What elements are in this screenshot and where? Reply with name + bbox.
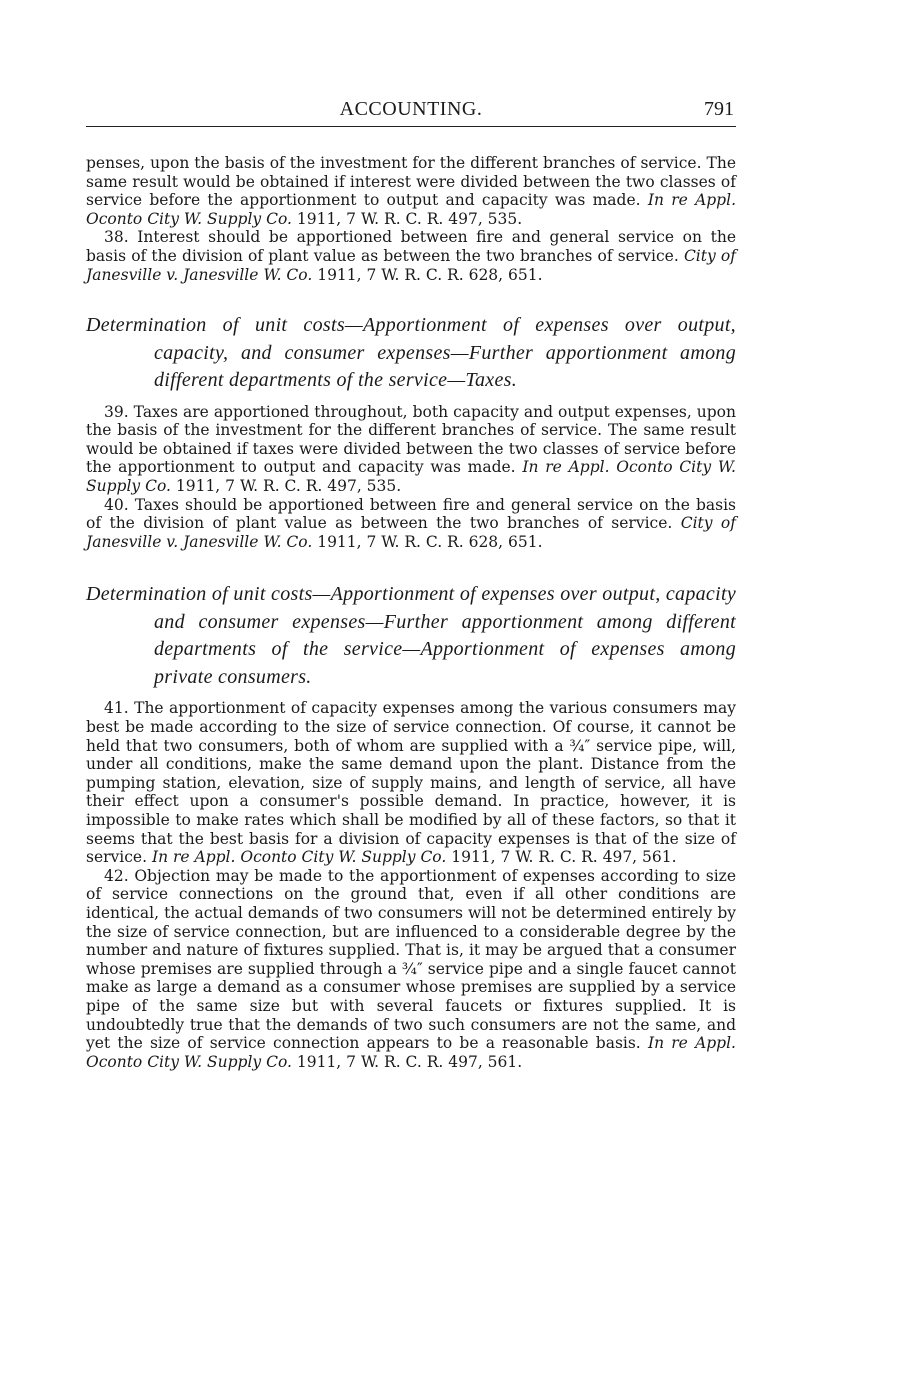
- case-citation: In re Appl. Oconto City W. Supply Co.: [86, 1034, 736, 1071]
- citation-reference: 1911, 7 W. R. C. R. 497, 535.: [170, 477, 402, 496]
- case-citation: City of Janesville v. Janesville W. Co.: [86, 246, 736, 284]
- citation-reference: 1911, 7 W. R. C. R. 497, 535.: [291, 209, 523, 228]
- paragraph-42: [86, 867, 736, 1072]
- running-title: ACCOUNTING.: [339, 98, 483, 120]
- paragraph-text: 39. Taxes are apportioned throughout, both capacity and output expenses, upon the basis of the investment for the different branches of service. The same result would be obtained if taxes were divided between the two classes of service before the apportionment to output and capacity was made.: [86, 402, 736, 477]
- section-heading-private-consumers: Determination of unit costs—Apportionment of expenses over output, capacity and consumer expenses—Further apportionment among different departments of the service—Apportionment of expenses among private consumers.: [86, 583, 736, 688]
- paragraph-text: 38. Interest should be apportioned between fire and general service on the basis of the division of plant value as between the two branches of service.: [86, 228, 736, 265]
- page-body: [86, 154, 736, 1071]
- paragraph-text: penses, upon the basis of the investment for the different branches of service. The same result would be obtained if interest were divided between the two classes of service before the apportionment to output and capacity was made.: [86, 154, 736, 210]
- section-heading-taxes: Determination of unit costs—Apportionment of expenses over output, capacity, and consumer expenses—Further apportionment among different departments of the service—Taxes.: [86, 314, 736, 392]
- citation-reference: 1911, 7 W. R. C. R. 497, 561.: [291, 1052, 523, 1071]
- case-citation: In re Appl. Oconto City W. Supply Co.: [86, 191, 736, 228]
- paragraph-text: 40. Taxes should be apportioned between fire and general service on the basis of the division of plant value as between the two branches of service.: [86, 495, 736, 533]
- citation-reference: 1911, 7 W. R. C. R. 628, 651.: [312, 265, 543, 284]
- case-citation: In re Appl. Oconto City W. Supply Co.: [151, 848, 447, 867]
- book-page: [86, 96, 736, 1071]
- paragraph-41: [86, 699, 736, 866]
- paragraph-39: [86, 403, 736, 496]
- paragraph-text: 41. The apportionment of capacity expenses among the various consumers may best be made according to the size of service connection. Of course, it cannot be held that two consumers, both of whom are supplied with a ¾″ service pipe, will, under all conditions, make the same demand upon the plant. Distance from the pumping station, elevation, size of supply mains, and length of service, all have their effect upon a consumer's possible demand. In practice, however, it is impossible to make rates which shall be modified by all of these factors, so that it seems that the best basis for a division of capacity expenses is that of the size of service.: [86, 699, 736, 867]
- paragraph-38: [86, 228, 736, 284]
- page-number: 791: [704, 98, 734, 120]
- running-head: [86, 96, 736, 127]
- citation-reference: 1911, 7 W. R. C. R. 497, 561.: [446, 848, 677, 867]
- case-citation: In re Appl. Oconto City W. Supply Co.: [86, 458, 736, 496]
- paragraph-40: [86, 496, 736, 552]
- case-citation: City of Janesville v. Janesville W. Co.: [86, 514, 736, 551]
- paragraph-continued: [86, 154, 736, 228]
- paragraph-text: 42. Objection may be made to the apportionment of expenses according to size of service connections on the ground that, even if all other conditions are identical, the actual demands of two consumers will not be determined entirely by the size of service connection, but are influenced to a considerable degree by the number and nature of fixtures supplied. That is, it may be argued that a consumer whose premises are supplied through a ¾″ service pipe and a single faucet cannot make as large a demand as a consumer whose premises are supplied by a service pipe of the same size but with several faucets or fixtures supplied. It is undoubtedly true that the demands of two such consumers are not the same, and yet the size of service connection appears to be a reasonable basis.: [86, 866, 736, 1053]
- citation-reference: 1911, 7 W. R. C. R. 628, 651.: [312, 532, 543, 551]
